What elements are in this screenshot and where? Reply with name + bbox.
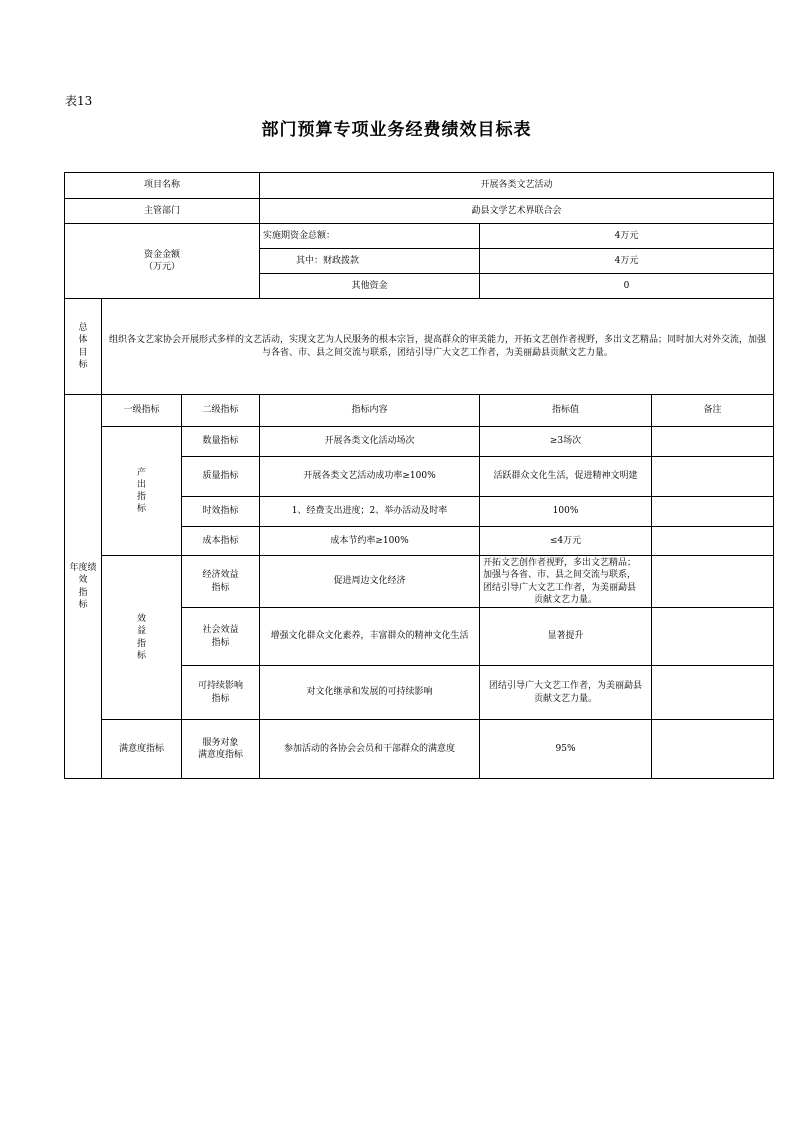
department-value: 勐县文学艺术界联合会 [260,199,774,224]
value-cell: ≤4万元 [480,527,652,556]
value-cell: 活跃群众文化生活，促进精神文明建 [480,457,652,497]
level2-cell: 经济效益 指标 [182,556,260,608]
project-name-label: 项目名称 [65,173,260,199]
annual-header-row [65,395,774,427]
funds-total-row [65,224,774,249]
level2-cell: 时效指标 [182,497,260,527]
content-cell: 促进周边文化经济 [260,556,480,608]
table-number-label: 表13 [65,94,93,108]
funds-unit: （万元） [144,262,181,272]
content-cell: 开展各类文艺活动成功率≥100% [260,457,480,497]
funds-fiscal-value: 4万元 [480,249,774,274]
value-cell: 100% [480,497,652,527]
output-indicator-label: 产 出 指 标 [102,427,182,556]
page-title: 部门预算专项业务经费绩效目标表 [261,120,532,140]
funds-other-label: 其他资金 [260,274,480,299]
note-cell [652,497,774,527]
overall-goal-text: 组织各文艺家协会开展形式多样的文艺活动，实现文艺为人民服务的根本宗旨，提高群众的审美能力，开拓文艺创作者视野，多出文艺精品；同时加大对外交流，加强与各省、市、县之间交流与联系，团结引导广大文艺工作者，为美丽勐县贡献文艺力量。 [102,299,774,395]
header-value: 指标值 [480,395,652,427]
annual-target-label: 年度绩 效 指 标 [65,395,102,779]
value-cell: 95% [480,720,652,779]
content-cell: 开展各类文化活动场次 [260,427,480,457]
level2-cell: 成本指标 [182,527,260,556]
level2-cell: 服务对象 满意度指标 [182,720,260,779]
department-label: 主管部门 [65,199,260,224]
note-cell [652,556,774,608]
overall-goal-row [65,299,774,395]
project-name-value: 开展各类文艺活动 [260,173,774,199]
value-cell: 开拓文艺创作者视野，多出文艺精品； 加强与各省、市、县之间交流与联系， 团结引导广大文艺工作者，为美丽勐县 贡献文艺力量。 [480,556,652,608]
department-row [65,199,774,224]
value-cell: ≥3场次 [480,427,652,457]
funds-other-value: 0 [480,274,774,299]
funds-fiscal-label: 其中：财政拨款 [260,249,480,274]
note-cell [652,457,774,497]
satisfaction-indicator-label: 满意度指标 [102,720,182,779]
header-level2: 二级指标 [182,395,260,427]
table-row [65,556,774,608]
note-cell [652,427,774,457]
level2-cell: 社会效益 指标 [182,608,260,666]
content-cell: 增强文化群众文化素养，丰富群众的精神文化生活 [260,608,480,666]
funds-total-label: 实施期资金总额： [260,224,480,249]
level2-cell: 可持续影响 指标 [182,666,260,720]
note-cell [652,608,774,666]
level2-cell: 质量指标 [182,457,260,497]
content-cell: 成本节约率≥100% [260,527,480,556]
content-cell: 参加活动的各协会会员和干部群众的满意度 [260,720,480,779]
header-note: 备注 [652,395,774,427]
performance-target-table [64,172,774,779]
overall-goal-label: 总 体 目 标 [65,299,102,395]
funds-label: 资金金额 [144,249,181,260]
table-row [65,720,774,779]
funds-amount-label [65,224,260,299]
note-cell [652,720,774,779]
value-cell: 显著提升 [480,608,652,666]
content-cell: 1、经费支出进度；2、举办活动及时率 [260,497,480,527]
benefit-indicator-label: 效 益 指 标 [102,556,182,720]
project-name-row [65,173,774,199]
level2-cell: 数量指标 [182,427,260,457]
note-cell [652,527,774,556]
content-cell: 对文化继承和发展的可持续影响 [260,666,480,720]
header-content: 指标内容 [260,395,480,427]
note-cell [652,666,774,720]
funds-total-value: 4万元 [480,224,774,249]
header-level1: 一级指标 [102,395,182,427]
value-cell: 团结引导广大文艺工作者，为美丽勐县 贡献文艺力量。 [480,666,652,720]
table-row [65,427,774,457]
